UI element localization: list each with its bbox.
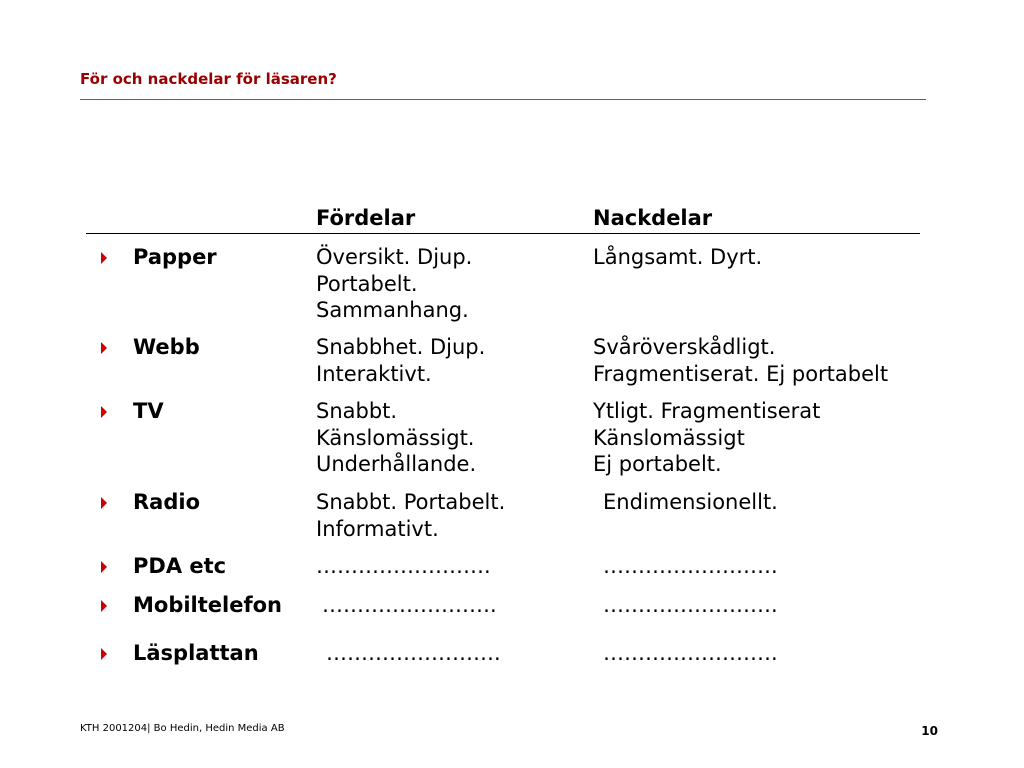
row-pros-pda: ……………………. [316, 554, 491, 578]
title-divider [80, 99, 926, 100]
row-pros-mobiltelefon: ……………………. [322, 593, 497, 617]
bullet-arrow-icon [99, 405, 109, 419]
row-pros-lasplattan: ……………………. [326, 641, 501, 665]
row-label-lasplattan: Läsplattan [133, 641, 259, 665]
row-pros-papper: Översikt. Djup. Portabelt. Sammanhang. [316, 245, 473, 322]
bullet-arrow-icon [99, 496, 109, 510]
row-cons-papper: Långsamt. Dyrt. [593, 245, 763, 269]
row-pros-tv: Snabbt. Känslomässigt. Underhållande. [316, 399, 477, 476]
row-label-radio: Radio [133, 490, 200, 514]
row-label-pda: PDA etc [133, 554, 227, 578]
slide-title: För och nackdelar för läsaren? [80, 70, 337, 88]
row-cons-mobiltelefon: ……………………. [603, 593, 778, 617]
bullet-arrow-icon [99, 647, 109, 661]
row-label-webb: Webb [133, 335, 200, 359]
row-pros-radio: Snabbt. Portabelt. Informativt. [316, 490, 506, 541]
row-cons-radio: Endimensionellt. [603, 490, 778, 514]
row-cons-tv: Ytligt. Fragmentiserat Känslomässigt Ej portabelt. [593, 399, 821, 476]
bullet-arrow-icon [99, 560, 109, 574]
header-pros: Fördelar [316, 206, 416, 230]
row-cons-lasplattan: ……………………. [603, 641, 778, 665]
header-cons: Nackdelar [593, 206, 713, 230]
bullet-arrow-icon [99, 341, 109, 355]
row-pros-webb: Snabbhet. Djup. Interaktivt. [316, 335, 486, 386]
row-label-papper: Papper [133, 245, 217, 269]
page-number: 10 [921, 724, 938, 738]
header-divider [86, 233, 920, 234]
footer-text: KTH 2001204| Bo Hedin, Hedin Media AB [80, 723, 285, 734]
row-label-mobiltelefon: Mobiltelefon [133, 593, 282, 617]
row-cons-pda: ……………………. [603, 554, 778, 578]
bullet-arrow-icon [99, 599, 109, 613]
bullet-arrow-icon [99, 251, 109, 265]
row-cons-webb: Svåröverskådligt. Fragmentiserat. Ej portabelt [593, 335, 889, 386]
row-label-tv: TV [133, 399, 164, 423]
